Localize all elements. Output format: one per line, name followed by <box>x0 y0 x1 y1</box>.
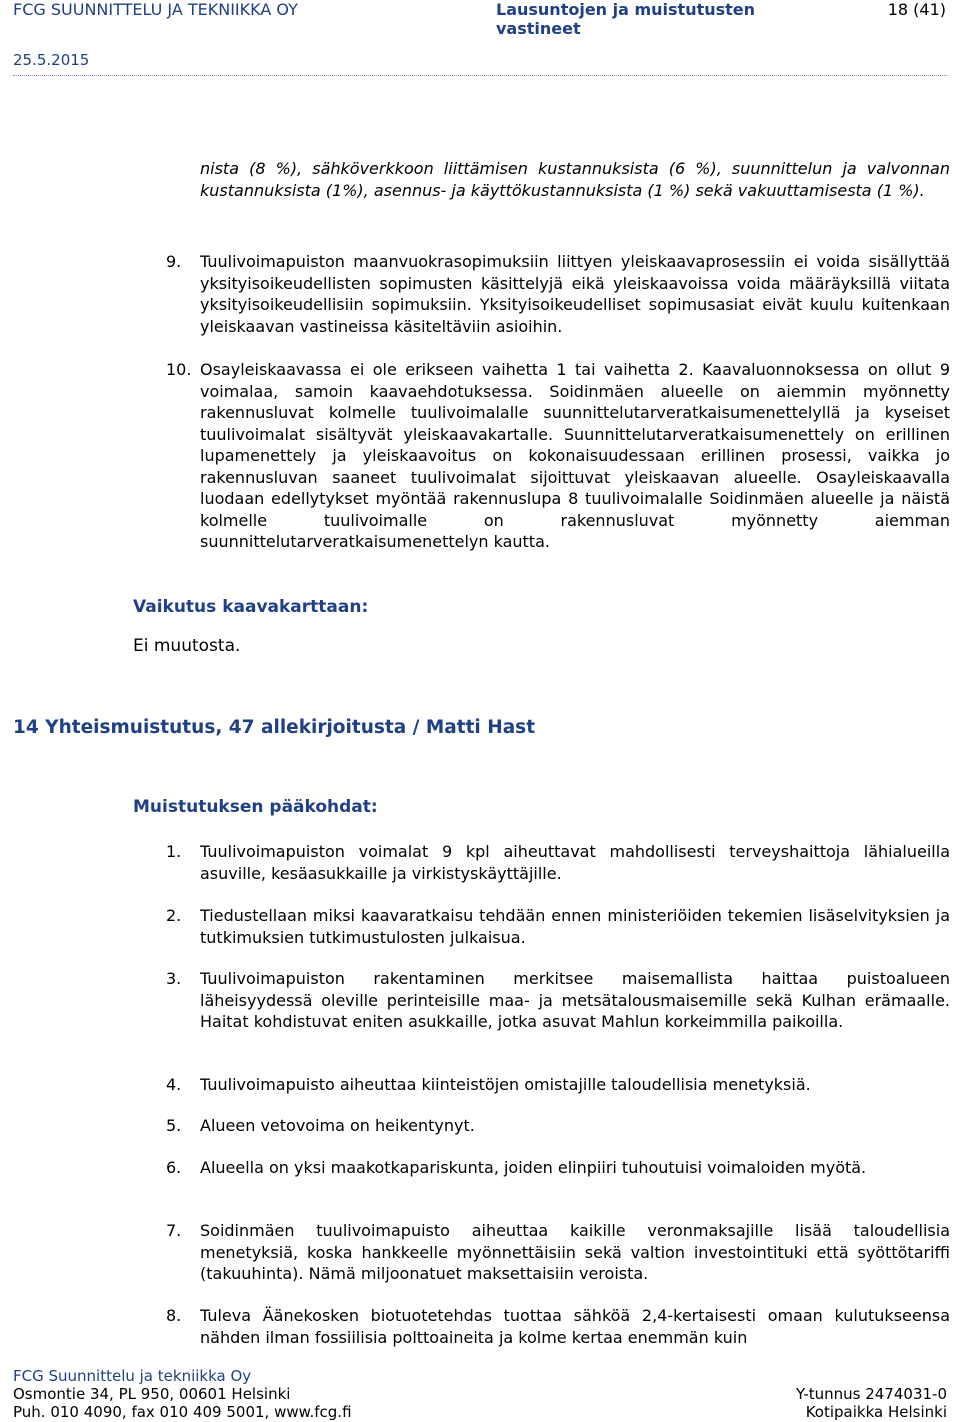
footer-address: Osmontie 34, PL 950, 00601 Helsinki <box>13 1385 291 1403</box>
impact-heading: Vaikutus kaavakarttaan: <box>133 597 369 617</box>
item-number: 9. <box>166 252 182 271</box>
header-divider <box>13 75 947 76</box>
point-text: Alueella on yksi maakotkapariskunta, joiden elinpiiri tuhoutuisi voimaloiden myötä. <box>200 1158 867 1177</box>
point-number: 6. <box>166 1158 182 1177</box>
point-text: Tiedustellaan miksi kaavaratkaisu tehdään ennen ministeriöiden tekemien lisäselvityksien ja tutkimuksien tutkimustulosten julkaisua. <box>200 906 950 947</box>
header-company: FCG SUUNNITTELU JA TEKNIIKKA OY <box>13 0 298 19</box>
point-number: 8. <box>166 1306 182 1325</box>
header-page-number: 18 (41) <box>887 0 946 19</box>
point-number: 7. <box>166 1221 182 1240</box>
point-text: Tuulivoimapuiston voimalat 9 kpl aiheuttavat mahdollisesti terveyshaittoja lähialueilla asuville, kesäasukkaille ja virkistyskäyttäjille. <box>200 842 950 883</box>
item-number: 10. <box>166 360 192 379</box>
section-heading: 14 Yhteismuistutus, 47 allekirjoitusta / Matti Hast <box>13 717 536 738</box>
item-text: Osayleiskaavassa ei ole erikseen vaihetta 1 tai vaihetta 2. Kaavaluonnoksessa on ollut 9 voimalaa, samoin kaavaehdotuksessa. Soidinmäen alueelle on aiemmin myönnetty rakennusluvat kolmelle tuulivoimalalle suunnittelutarveratkaisumenettelyllä ja kyseiset tuulivoimalat sisältyvät yleiskaavakartalle. Suunnittelutarveratkaisumenettely on erillinen lupamenettely ja yleiskaavoitus on kokonaisuudessaan erillinen prosessi, vaikka jo rakennusluvan saaneet tuulivoimalat sijoittuvat yleiskaavan alueelle. Osayleiskaavalla luodaan edellytykset myöntää rakennuslupa 8 tuulivoimalalle Soidinmäen alueelle ja näistä kolmelle tuulivoimalle on rakennusluvat myönnetty aiemman suunnittelutarveratkaisumenettelyn kautta. <box>200 360 950 551</box>
footer-company: FCG Suunnittelu ja tekniikka Oy <box>13 1367 252 1385</box>
point-text: Tuulivoimapuisto aiheuttaa kiinteistöjen omistajille taloudellisia menetyksiä. <box>200 1075 811 1094</box>
section-subheading: Muistutuksen pääkohdat: <box>133 797 378 817</box>
footer-domicile: Kotipaikka Helsinki <box>805 1403 947 1421</box>
point-number: 4. <box>166 1075 182 1094</box>
footer-phone: Puh. 010 4090, fax 010 409 5001, www.fcg.fi <box>13 1403 352 1421</box>
point-number: 1. <box>166 842 182 861</box>
point-number: 2. <box>166 906 182 925</box>
header-document-title: Lausuntojen ja muistutusten vastineet <box>496 0 756 38</box>
point-number: 3. <box>166 969 182 988</box>
item-text: Tuulivoimapuiston maanvuokrasopimuksiin liittyen yleiskaavaprosessiin ei voida sisällyttää yksityisoikeudellisten sopimusten käsittelyjä eikä yleiskaavoissa voida määräyksillä viitata yksityisoikeudellisiin sopimuksiin. Yksityisoikeudelliset sopimusasiat eivät kuulu kuitenkaan yleiskaavan vastineissa käsiteltäviin asioihin. <box>200 252 950 336</box>
point-number: 5. <box>166 1116 182 1135</box>
point-text: Tuulivoimapuiston rakentaminen merkitsee maisemallista haittaa puistoalueen läheisyydessä oleville perinteisille maa- ja metsätalousmaisemille sekä Kulhan erämaalle. Haitat kohdistuvat eniten asukkaille, jotka asuvat Mahlun korkeimmilla paikoilla. <box>200 969 950 1031</box>
intro-paragraph: nista (8 %), sähköverkkoon liittämisen kustannuksista (6 %), suunnittelun ja valvonnan kustannuksista (1%), asennus- ja käyttökustannuksista (1 %) sekä vakuuttamisesta (1 %). <box>200 159 950 200</box>
header-date: 25.5.2015 <box>13 51 90 69</box>
point-text: Soidinmäen tuulivoimapuisto aiheuttaa kaikille veronmaksajille lisää taloudellisia menetyksiä, koska hankkeelle myönnettäisiin sekä valtion investointituki että syöttötariffi (takuuhinta). Nämä miljoonatuet maksettaisiin veroista. <box>200 1221 950 1283</box>
footer-business-id: Y-tunnus 2474031-0 <box>795 1385 947 1403</box>
point-text: Alueen vetovoima on heikentynyt. <box>200 1116 475 1135</box>
point-text: Tuleva Äänekosken biotuotetehdas tuottaa sähköä 2,4-kertaisesti omaan kulutukseensa nähden ilman fossiilisia polttoaineita ja kolme kertaa enemmän kuin <box>200 1306 950 1347</box>
impact-text: Ei muutosta. <box>133 636 241 656</box>
